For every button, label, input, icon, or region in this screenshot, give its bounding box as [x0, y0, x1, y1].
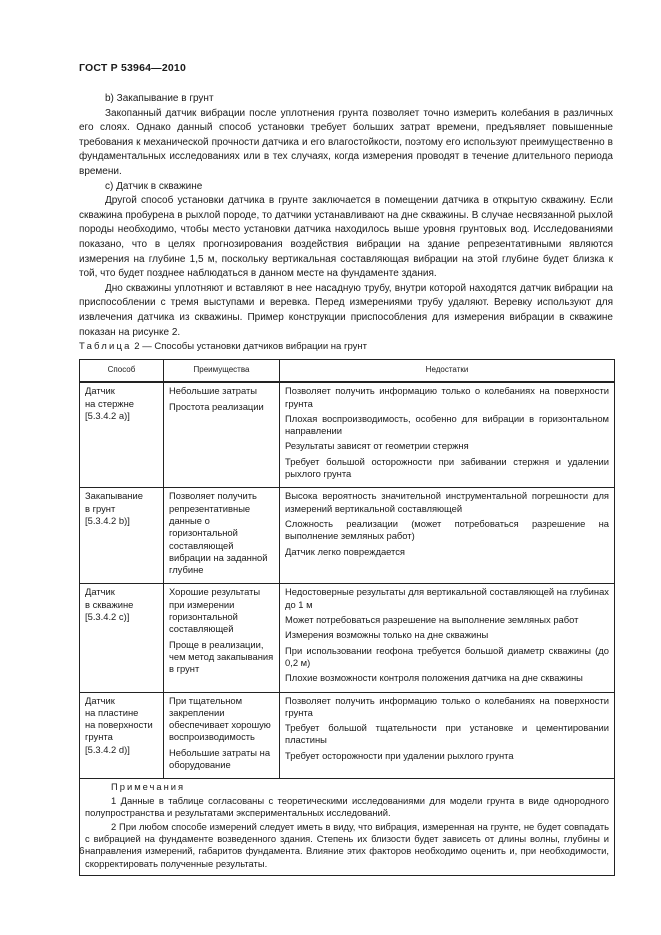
disadvantages-cell — [280, 488, 615, 584]
advantage-item: Простота реализации — [169, 400, 264, 412]
method-line: Датчик — [85, 385, 115, 397]
advantage-item: При тщательном закреплении обеспечивает хорошую воспроизводимость — [169, 694, 271, 743]
method-cell — [80, 692, 164, 779]
disadvantages-cell — [280, 692, 615, 779]
subsection-c-heading: c) Датчик в скважине — [105, 180, 203, 192]
method-line: в скважине — [85, 598, 134, 610]
method-line: на стержне — [85, 397, 134, 409]
method-line: грунта — [85, 731, 113, 743]
method-line: на поверхности — [85, 719, 153, 731]
disadvantages-cell — [280, 382, 615, 488]
method-line: Датчик — [85, 694, 115, 706]
advantage-item: Небольшие затраты — [169, 385, 258, 397]
table-notes-row — [80, 779, 615, 876]
advantages-cell — [164, 584, 280, 692]
disadvantage-item: Датчик легко повреждается — [285, 545, 406, 557]
method-cell — [80, 584, 164, 692]
advantages-cell — [164, 382, 280, 488]
disadvantage-item: Недостоверные результаты для вертикальной составляющей на глубинах до 1 м — [285, 586, 609, 610]
table-row — [80, 584, 615, 692]
disadvantage-item: Требует большой осторожности при забивании стержня и удалении рыхлого грунта — [285, 455, 609, 480]
disadvantage-item: Требует большой тщательности при установке и цементировании пластины — [285, 722, 609, 746]
advantages-cell — [164, 692, 280, 779]
note-item: 2 При любом способе измерений следует иметь в виду, что вибрация, измеренная на грунте, не будет совпадать с вибрацией на фундаменте возведенного здания. Степень их близости будет зависеть от длины волны, глубины и направления измерений, габаритов фундамента. Влияние этих факторов необходимо оценить и, при необходимости, скорректировать полученные результаты. — [85, 820, 609, 869]
disadvantage-item: Позволяет получить информацию только о колебаниях на поверхности грунта — [285, 694, 609, 718]
note-item: 1 Данные в таблице согласованы с теоретическими исследованиями для модели грунта в виде однородного полупространства и результатами экспериментальных исследований. — [85, 794, 609, 819]
paragraph: Закопанный датчик вибрации после уплотнения грунта позволяет точно измерить колебания в различных его слоях. Однако данный способ установки требует больших затрат времени, предъявляет повышенные требования к механической прочности датчика и его влагостойкости, поэтому его используют преимущественно в фундаментальных исследованиях или в тех случаях, когда измерения проводят в течение длительного периода времени. — [79, 107, 613, 177]
notes-title: Примечания — [111, 781, 186, 793]
header-advantages: Преимущества — [164, 360, 280, 383]
disadvantage-item: Требует осторожности при удалении рыхлого грунта — [285, 749, 514, 761]
disadvantage-item: Плохая воспроизводимость, особенно для вибрации в горизонтальном направлении — [285, 412, 609, 437]
method-cell — [80, 382, 164, 488]
paragraph: Дно скважины уплотняют и вставляют в нее насадную трубу, внутри которой находятся датчик вибрации на приспособлении с тремя выступами и веревка. Перед измерениями трубу удаляют. Веревку используют для извлечения датчика из скважины. Пример конструкции приспособления для измерения вибрации в скважине показан на рисунке 2. — [79, 282, 613, 338]
table-caption-text: 2 — Способы установки датчиков вибрации на грунт — [134, 341, 367, 352]
disadvantage-item: Высока вероятность значительной инструментальной погрешности для измерений вертикальной составляющей — [285, 490, 609, 514]
disadvantage-item: Плохие возможности контроля положения датчика на дне скважины — [285, 672, 583, 684]
method-line: Датчик — [85, 586, 115, 598]
disadvantage-item: Результаты зависят от геометрии стержня — [285, 440, 469, 452]
method-line: на пластине — [85, 706, 139, 718]
table-row — [80, 382, 615, 488]
table-caption — [79, 341, 367, 352]
method-line: [5.3.4.2 c)] — [85, 611, 130, 623]
table-caption-label: Таблица — [79, 341, 132, 352]
paragraph: Другой способ установки датчика в грунте заключается в помещении датчика в открытую скважину. Если скважина пробурена в рыхлой породе, то датчики устанавливают на дне скважины. В случае несвязанной рыхлой породы необходимо, чтобы место установки датчика находилось выше уровня грунтовых вод. Исследованиями показано, что в целях прогнозирования воздействия вибрации на здание репрезентативными являются измерения на глубине 1,5 м, поскольку вертикальная составляющая вибрации на этой глубине будет близка к той, что будет позднее наблюдаться в данном месте на фундаменте здания. — [79, 195, 613, 280]
method-cell — [80, 488, 164, 584]
subsection-b-heading: b) Закапывание в грунт — [105, 93, 214, 104]
advantage-item: Хорошие результаты при измерении горизонтальной составляющей — [169, 586, 261, 635]
method-line: Закапывание — [85, 490, 143, 502]
method-line: в грунт — [85, 502, 116, 514]
advantage-item: Позволяет получить репрезентативные данные о горизонтальной составляющей вибрации на заданной глубине — [169, 490, 268, 576]
disadvantage-item: Сложность реализации (может потребоваться разрешение на выполнение земляных работ) — [285, 517, 609, 542]
disadvantage-item: Может потребоваться разрешение на выполнение земляных работ — [285, 614, 579, 626]
disadvantage-item: Измерения возможны только на дне скважины — [285, 629, 489, 641]
table-row — [80, 692, 615, 779]
table-row — [80, 488, 615, 584]
methods-table — [79, 359, 615, 876]
notes-cell — [80, 779, 615, 876]
method-line: [5.3.4.2 d)] — [85, 743, 130, 755]
advantage-item: Небольшие затраты на оборудование — [169, 746, 271, 771]
page-number: 6 — [79, 846, 85, 857]
header-disadvantages: Недостатки — [280, 360, 615, 383]
disadvantage-item: При использовании геофона требуется большой диаметр скважины (до 0,2 м) — [285, 644, 609, 668]
advantages-cell — [164, 488, 280, 584]
disadvantage-item: Позволяет получить информацию только о колебаниях на поверхности грунта — [285, 385, 609, 409]
body-text — [79, 92, 613, 340]
header-method: Способ — [80, 360, 164, 383]
standard-header: ГОСТ Р 53964—2010 — [79, 62, 187, 74]
table-header-row — [80, 360, 615, 383]
method-line: [5.3.4.2 b)] — [85, 514, 130, 526]
method-line: [5.3.4.2 a)] — [85, 409, 130, 421]
advantage-item: Проще в реализации, чем метод закапывания в грунт — [169, 638, 274, 675]
disadvantages-cell — [280, 584, 615, 692]
